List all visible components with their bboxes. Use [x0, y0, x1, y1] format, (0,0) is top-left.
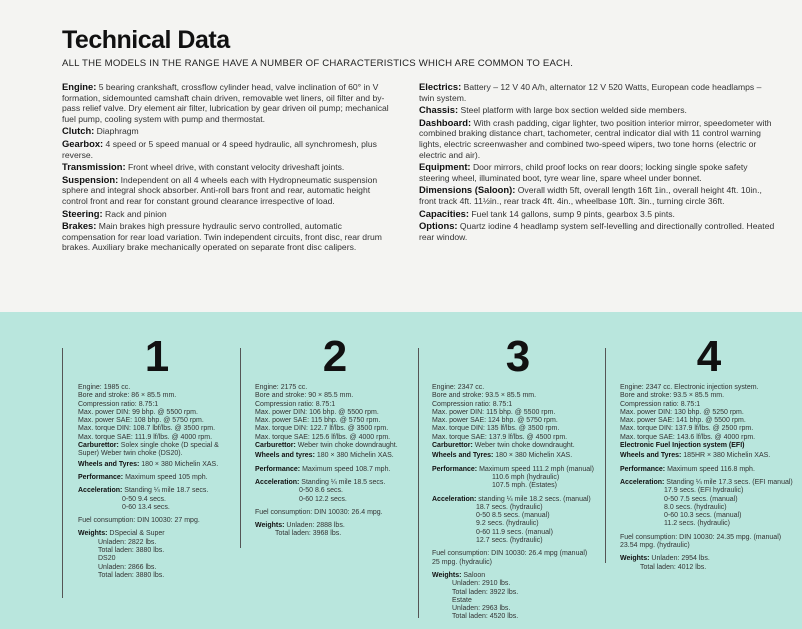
engine-label: Engine: — [620, 384, 644, 391]
spec-text: Main brakes high pressure hydraulic servo controlled, automatic compensation for rear load variation. Twin independent circuits, front disc, rear drum brakes. Auxiliary brake mechanically operated on separate front disc calipers. — [62, 221, 382, 253]
wheels-value: 180 × 380 Michelin XAS. — [493, 452, 573, 460]
wheels-row — [78, 461, 236, 469]
fuel-block — [78, 517, 236, 525]
weights-label: Weights: — [255, 522, 285, 530]
spec-row: Max. power SAE: 124 bhp. @ 5750 rpm. — [432, 417, 558, 425]
acceleration-value: standing ¼ mile 18.2 secs. (manual) — [476, 495, 591, 503]
spec-label: Brakes: — [62, 220, 97, 232]
spec-row: Max. torque SAE: 137.9 lf/lbs. @ 4500 rpm. — [432, 433, 568, 441]
performance-block — [255, 466, 415, 474]
engine-value: 2175 cc. — [278, 384, 308, 391]
spec-paragraph — [62, 126, 397, 137]
acceleration-extra: 8.0 secs. (hydraulic) — [664, 503, 727, 511]
wheels-label: Wheels and tyres: — [255, 452, 315, 460]
weights-extra: Total laden: 3880 lbs. — [98, 547, 165, 555]
common-specs-right — [419, 82, 779, 244]
wheels-value: 185HR × 380 Michelin XAS. — [681, 452, 771, 460]
acceleration-extra: 0-60 12.2 secs. — [299, 495, 347, 503]
carburettor-value: Solex single choke (D special & — [118, 442, 219, 450]
wheels-label: Wheels and Tyres: — [620, 452, 682, 460]
spec-row: Bore and stroke: 90 × 85.5 mm. — [255, 392, 354, 400]
spec-row: Bore and stroke: 93.5 × 85.5 mm. — [620, 392, 725, 400]
carburettor-value: Weber twin choke downdraught. — [295, 442, 398, 450]
spec-label: Chassis: — [419, 104, 459, 116]
acceleration-row — [255, 479, 415, 487]
model-number: 3 — [505, 332, 531, 381]
carburettor-value: Weber twin choke downdraught. — [472, 442, 575, 450]
engine-value: 1985 cc. — [101, 384, 131, 391]
engine-row — [255, 384, 415, 392]
engine-label: Engine: — [255, 384, 279, 391]
spec-paragraph — [62, 221, 397, 253]
weights-value: Unladen: 2888 lbs. — [284, 522, 345, 530]
performance-value: Maximum speed 105 mph. — [123, 473, 208, 481]
spec-text: Door mirrors, child proof locks on rear doors; locking single spoke safety steering wheel, illuminated boot, tyre wear line, spare wheel under bonnet. — [419, 162, 748, 183]
weights-row — [620, 555, 798, 563]
spec-row: Max. torque SAE: 125.6 lf/lbs. @ 4000 rpm. — [255, 433, 391, 441]
performance-label: Performance: — [255, 465, 301, 473]
spec-row: Compression ratio: 8.75:1 — [620, 400, 701, 408]
model-4-spec — [620, 332, 798, 577]
fuel-consumption: Fuel consumption: DIN 10030: 24.35 mpg. (manual) — [620, 533, 782, 541]
spec-text: 5 bearing crankshaft, crossflow cylinder head, valve inclination of 60° in V formation, sidemounted camshaft chain driven, removable wet liners, oil filter and by-pass relief valve. Dry element air filter, lubrication by gear driven oil pump; mechanical fuel pump, cooling system with pump and thermostat. — [62, 82, 389, 124]
wheels-value: 180 × 380 Michelin XAS. — [314, 452, 394, 460]
page-title: Technical Data — [62, 26, 230, 54]
acceleration-extra: 0-50 7.5 secs. (manual) — [664, 495, 738, 503]
acceleration-extra: 11.2 secs. (hydraulic) — [664, 520, 731, 528]
weights-value: DSpecial & Super — [107, 530, 165, 538]
acceleration-label: Acceleration: — [432, 495, 477, 503]
spec-paragraph — [62, 162, 397, 173]
weights-row — [78, 530, 236, 538]
spec-label: Dashboard: — [419, 116, 472, 128]
spec-label: Engine: — [62, 81, 97, 92]
common-specs-left — [62, 82, 397, 255]
performance-value: Maximum speed 111.2 mph (manual) — [477, 465, 594, 473]
spec-text: Front wheel drive, with constant velocity driveshaft joints. — [125, 162, 345, 173]
acceleration-label: Acceleration: — [78, 487, 123, 495]
carburettor-extra: Super) Weber twin choke (DS20). — [78, 450, 183, 458]
weights-label: Weights: — [78, 530, 108, 538]
spec-label: Options: — [419, 220, 458, 232]
carburettor-row — [255, 442, 415, 450]
spec-label: Gearbox: — [62, 137, 104, 149]
acceleration-row — [78, 487, 236, 495]
spec-label: Steering: — [62, 207, 103, 219]
weights-extra: Estate — [452, 596, 472, 604]
acceleration-extra: 18.7 secs. (hydraulic) — [476, 503, 543, 511]
model-2-spec — [255, 332, 415, 544]
spec-paragraph — [419, 105, 779, 116]
engine-row — [78, 384, 236, 392]
wheels-label: Wheels and Tyres: — [78, 460, 140, 468]
spec-paragraph — [419, 209, 779, 220]
spec-text: Battery – 12 V 40 A/h, alternator 12 V 520 Watts, European code headlamps – twin system. — [419, 82, 762, 103]
spec-row: Max. torque SAE: 143.6 lf/lbs. @ 4000 rpm. — [620, 433, 756, 441]
weights-extra: Total laden: 4520 lbs. — [452, 613, 519, 621]
spec-paragraph — [419, 118, 779, 160]
spec-label: Capacities: — [419, 207, 470, 219]
spec-text: Diaphragm — [94, 126, 139, 137]
spec-text: Overall width 5ft, overall length 16ft 1in., overall height 4ft. 10in., front track 4ft. 11½in., rear track 4ft. 4in., wheelbase 10ft. 3in., turning circle 36ft. — [419, 185, 762, 206]
acceleration-value: Standing ¼ mile 17.3 secs. (EFI manual) — [664, 478, 793, 486]
spec-row: Max. power DIN: 115 bhp. @ 5500 rpm. — [432, 408, 556, 416]
spec-row: Max. power DIN: 130 bhp. @ 5250 rpm. — [620, 408, 744, 416]
carburettor-label: Carburettor: — [78, 442, 119, 450]
spec-row: Compression ratio: 8.75:1 — [255, 400, 336, 408]
fuel-consumption: Fuel consumption: DIN 10030: 26.4 mpg (manual) — [432, 550, 588, 558]
divider-line — [240, 348, 241, 548]
weights-extra: Total laden: 3968 lbs. — [275, 530, 342, 538]
performance-label: Performance: — [432, 465, 478, 473]
wheels-value: 180 × 380 Michelin XAS. — [139, 460, 219, 468]
spec-text: With crash padding, cigar lighter, two position interior mirror, speedometer with combined braking distance chart, tachometer, central indicator dial with 11 control warning lights, electric screenwasher and combined two-speed wipers, two tone horns (electric or electric and air). — [419, 117, 772, 160]
weights-value: Saloon — [461, 571, 486, 579]
spec-label: Electrics: — [419, 81, 462, 92]
weights-extra: Unladen: 2822 lbs. — [98, 538, 157, 546]
spec-label: Transmission: — [62, 161, 126, 173]
acceleration-label: Acceleration: — [255, 478, 300, 486]
fuel-consumption: Fuel consumption: DIN 10030: 26.4 mpg. — [255, 508, 383, 516]
spec-row: Compression ratio: 8.75:1 — [432, 400, 513, 408]
engine-block — [620, 384, 798, 450]
spec-row: Max. torque SAE: 111.9 lf/lbs. @ 4000 rpm. — [78, 433, 213, 441]
spec-paragraph — [419, 185, 779, 206]
wheels-row — [620, 452, 798, 460]
engine-block — [78, 384, 236, 459]
acceleration-block — [78, 487, 236, 512]
engine-label: Engine: — [432, 384, 456, 391]
acceleration-extra: 0-60 11.9 secs. (manual) — [476, 528, 553, 536]
performance-extra: 107.5 mph. (Estates) — [492, 482, 557, 490]
weights-row — [255, 522, 415, 530]
wheels-row — [255, 452, 415, 460]
acceleration-extra: 0-50 8.5 secs. (manual) — [476, 512, 550, 520]
divider-line — [605, 348, 606, 563]
fuel-block — [432, 550, 604, 567]
acceleration-value: Standing ¼ mile 18.5 secs. — [299, 478, 386, 486]
carburettor-label: Carburettor: — [255, 442, 296, 450]
performance-row — [432, 466, 604, 474]
engine-block — [255, 384, 415, 450]
spec-paragraph — [419, 221, 779, 242]
weights-value: Unladen: 2954 lbs. — [649, 555, 710, 563]
carburettor-row — [620, 442, 798, 450]
spec-text: Quartz iodine 4 headlamp system self-levelling and directionally controlled. Heated rear window. — [419, 221, 775, 242]
spec-paragraph — [62, 209, 397, 220]
spec-row: Compression ratio: 8.75:1 — [78, 400, 159, 408]
spec-row: Max. torque DIN: 122.7 lf/lbs. @ 3500 rpm. — [255, 425, 389, 433]
acceleration-block — [255, 479, 415, 504]
weights-block — [432, 572, 604, 622]
spec-label: Dimensions (Saloon): — [419, 184, 516, 196]
spec-paragraph — [62, 82, 397, 124]
fuel-block — [255, 509, 415, 517]
spec-paragraph — [62, 139, 397, 160]
spec-row: Max. power SAE: 115 bhp. @ 5750 rpm. — [255, 417, 381, 425]
weights-extra: DS20 — [98, 555, 116, 563]
performance-block — [432, 466, 604, 491]
engine-value: 2347 cc. — [455, 384, 485, 391]
spec-paragraph — [419, 162, 779, 183]
weights-extra: Total laden: 4012 lbs. — [640, 563, 707, 571]
weights-row — [432, 572, 604, 580]
acceleration-block — [620, 479, 798, 529]
spec-row: Max. power SAE: 108 bhp. @ 5750 rpm. — [78, 417, 204, 425]
spec-text: 4 speed or 5 speed manual or 4 speed hydraulic, all synchromesh, plus reverse. — [62, 138, 377, 160]
fuel-consumption: Fuel consumption: DIN 10030: 27 mpg. — [78, 517, 200, 525]
spec-label: Equipment: — [419, 161, 471, 173]
model-number: 2 — [322, 332, 348, 381]
acceleration-row — [432, 496, 604, 504]
carburettor-row — [432, 442, 604, 450]
model-3-spec — [432, 332, 604, 627]
spec-row: Max. torque DIN: 137.9 lf/lbs. @ 2500 rpm. — [620, 425, 754, 433]
spec-row: Bore and stroke: 93.5 × 85.5 mm. — [432, 392, 537, 400]
spec-row: Max. power DIN: 99 bhp. @ 5500 rpm. — [78, 408, 198, 416]
engine-row — [432, 384, 604, 392]
wheels-label: Wheels and Tyres: — [432, 452, 494, 460]
weights-block — [78, 530, 236, 580]
acceleration-extra: 9.2 secs. (hydraulic) — [476, 520, 539, 528]
performance-row — [620, 466, 798, 474]
spec-row: Max. power SAE: 141 bhp. @ 5500 rpm. — [620, 417, 746, 425]
acceleration-extra: 0-60 10.3 secs. (manual) — [664, 512, 742, 520]
weights-label: Weights: — [620, 555, 650, 563]
acceleration-extra: 12.7 secs. (hydraulic) — [476, 537, 543, 545]
spec-text: Fuel tank 14 gallons, sump 9 pints, gearbox 3.5 pints. — [469, 208, 675, 219]
acceleration-extra: 0-60 13.4 secs. — [122, 503, 170, 511]
page-subtitle: ALL THE MODELS IN THE RANGE HAVE A NUMBER OF CHARACTERISTICS WHICH ARE COMMON TO EACH. — [62, 58, 574, 69]
performance-block — [620, 466, 798, 474]
weights-extra: Unladen: 2866 lbs. — [98, 563, 157, 571]
spec-row: Max. torque DIN: 135 lf/lbs. @ 3500 rpm. — [432, 425, 560, 433]
weights-label: Weights: — [432, 571, 462, 579]
engine-row — [620, 384, 798, 392]
fuel-extra: 23.54 mpg. (hydraulic) — [620, 542, 690, 550]
acceleration-extra: 17.9 secs. (EFI hydraulic) — [664, 487, 744, 495]
performance-row — [255, 466, 415, 474]
weights-extra: Unladen: 2963 lbs. — [452, 605, 511, 613]
acceleration-value: Standing ¼ mile 18.7 secs. — [122, 487, 209, 495]
engine-label: Engine: — [78, 384, 102, 391]
performance-value: Maximum speed 108.7 mph. — [300, 465, 391, 473]
weights-extra: Total laden: 3922 lbs. — [452, 588, 519, 596]
weights-block — [255, 522, 415, 539]
divider-line — [62, 348, 63, 598]
spec-row: Bore and stroke: 86 × 85.5 mm. — [78, 392, 177, 400]
wheels-row — [432, 452, 604, 460]
spec-paragraph — [62, 175, 397, 207]
carburettor-label: Carburettor: — [432, 442, 473, 450]
spec-row: Max. torque DIN: 108.7 lbf/lbs. @ 3500 rpm. — [78, 425, 216, 433]
acceleration-block — [432, 496, 604, 546]
acceleration-extra: 0-50 9.4 secs. — [122, 495, 166, 503]
model-1-spec — [78, 332, 236, 585]
model-number: 4 — [696, 332, 722, 381]
spec-text: Rack and pinion — [102, 208, 167, 219]
spec-label: Suspension: — [62, 173, 119, 185]
spec-label: Clutch: — [62, 125, 95, 137]
spec-text: Steel platform with large box section welded side members. — [458, 105, 687, 116]
divider-line — [418, 348, 419, 618]
performance-value: Maximum speed 116.8 mph. — [665, 465, 755, 473]
performance-label: Performance: — [78, 473, 124, 481]
performance-extra: 110.6 mph (hydraulic) — [492, 473, 560, 481]
fuel-block — [620, 534, 798, 551]
engine-block — [432, 384, 604, 450]
acceleration-extra: 0-50 8.6 secs. — [299, 487, 343, 495]
engine-value: 2347 cc. Electronic injection system. — [643, 384, 759, 391]
performance-block — [78, 474, 236, 482]
model-number: 1 — [144, 332, 170, 381]
spec-paragraph — [419, 82, 779, 103]
performance-row — [78, 474, 236, 482]
carburettor-row — [78, 442, 236, 450]
spec-row: Max. power DIN: 106 bhp. @ 5500 rpm. — [255, 408, 379, 416]
weights-extra: Total laden: 3880 lbs. — [98, 571, 165, 579]
weights-block — [620, 555, 798, 572]
fuel-extra: 25 mpg. (hydraulic) — [432, 558, 492, 566]
spec-text: Independent on all 4 wheels each with Hydropneumatic suspension sphere and integral shock absorber. Anti-roll bars front and rear, automatic height control front and rear for constant ground clearance irrespective of load. — [62, 174, 378, 206]
performance-label: Performance: — [620, 465, 666, 473]
acceleration-label: Acceleration: — [620, 478, 665, 486]
acceleration-row — [620, 479, 798, 487]
weights-extra: Unladen: 2910 lbs. — [452, 580, 511, 588]
carburettor-label: Electronic Fuel Injection system (EFI) — [620, 442, 745, 450]
